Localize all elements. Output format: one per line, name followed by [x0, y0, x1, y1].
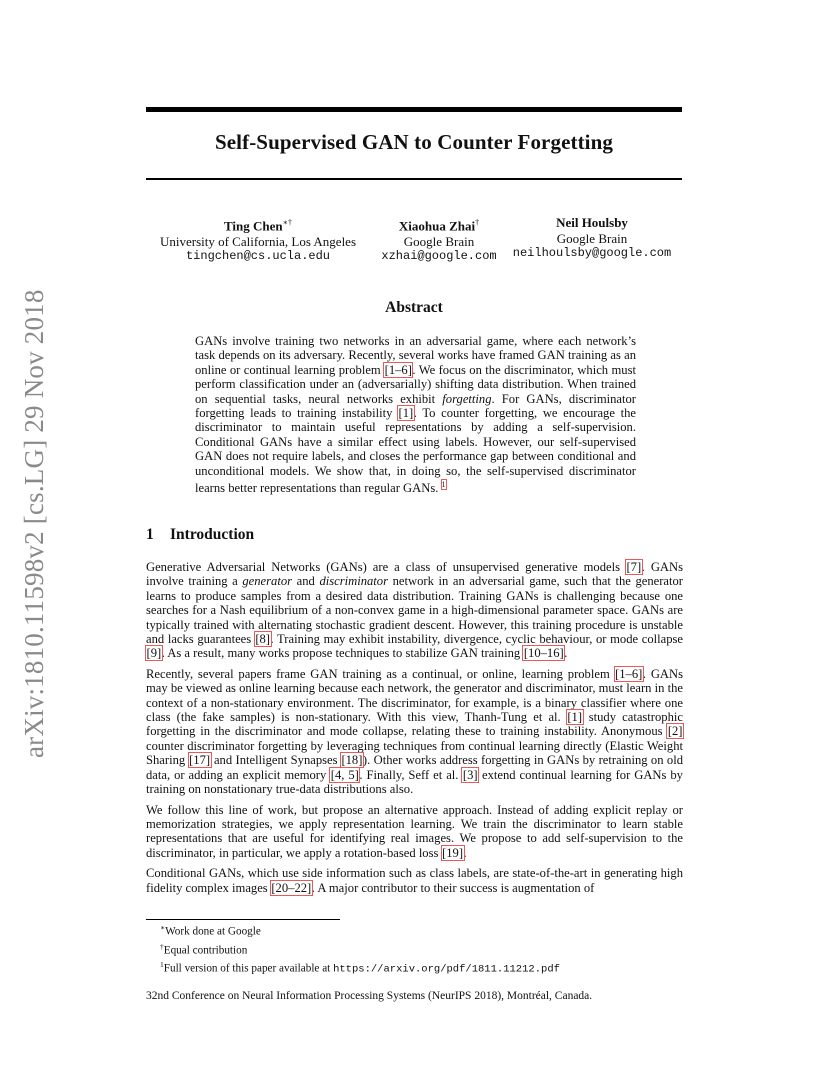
footnote-text: Full version of this paper available at: [163, 962, 334, 975]
text-run: . GANs involve training a: [146, 560, 684, 589]
text-run: extend continual learning for GANs by training on nonstationary true-data distributions also.: [146, 767, 683, 797]
text-run: We follow this line of work, but propose an alternative approach. Instead of adding explicit replay or memorization strategies, we apply representation learning. We train the discriminator to learn stable representations that are useful for identifying real images. We propose to add self-supervision to the discriminator, in particular, we apply a rotation-based loss: [146, 802, 683, 860]
text-run: and: [292, 574, 320, 589]
text-run: . Finally, Seff et al.: [359, 767, 463, 782]
citation-link[interactable]: [19]: [442, 845, 464, 860]
text-run: . A major contributor to their success is augmentation of: [311, 880, 595, 895]
text-run: ). Other works address forgetting in GANs by retraining on old data, or adding an explicit memory: [146, 753, 684, 782]
emphasis: forgetting: [442, 391, 492, 406]
text-run: Recently, several papers frame GAN training as a continual, or online, learning problem: [146, 666, 615, 681]
author-1: [158, 215, 358, 265]
citation-link[interactable]: [8]: [255, 632, 270, 647]
title-rule: [146, 178, 682, 180]
text-run: network in an adversarial game, such that the generator learns to produce samples from a desired data distribution. Training GANs is challenging because one searches for a Nash equilibrium of a non-convex game in a high-dimensional parameter space. GANs are typically trained with alternating stochastic gradient descent. However, this training procedure is unstable and lacks guarantees: [146, 574, 683, 647]
citation-link[interactable]: [20–22]: [271, 880, 312, 895]
section-number: 1: [146, 526, 154, 543]
body-text: [146, 560, 683, 901]
abstract-heading: Abstract: [385, 299, 443, 316]
author-2: [374, 215, 504, 265]
footnotes: [160, 921, 560, 978]
author-3: [512, 215, 672, 262]
citation-link[interactable]: [17]: [189, 753, 211, 768]
paper-title: Self-Supervised GAN to Counter Forgetting: [214, 130, 613, 154]
footnote-text: Equal contribution: [163, 944, 248, 957]
section-heading: [146, 526, 254, 544]
text-run: .: [564, 646, 568, 661]
citation-link[interactable]: [1–6]: [615, 666, 643, 681]
author-marks: †: [475, 218, 480, 227]
citation-link[interactable]: [7]: [626, 560, 642, 574]
emphasis: discriminator: [319, 574, 389, 589]
text-run: Generative Adversarial Networks (GANs) are a class of unsupervised generative models: [146, 560, 626, 574]
paragraph: [146, 803, 683, 861]
text-run: counter discriminator forgetting by leveraging techniques from continual learning directly (Elastic Weight Sharing: [146, 738, 683, 768]
text-run: . We focus on the discriminator, which must perform classification under an (adversarially) shifting data distribution. When trained on sequential tasks, neural networks exhibit: [195, 362, 636, 406]
footnote: [160, 921, 560, 940]
citation-link[interactable]: [1–6]: [384, 362, 412, 377]
citation-link[interactable]: [2]: [667, 724, 683, 739]
text-run: study catastrophic forgetting in the discriminator and mode collapse, relating these to training instability. Anonymous: [146, 710, 683, 739]
author-affiliation: Google Brain: [556, 230, 628, 246]
citation-link[interactable]: [18]: [341, 753, 363, 768]
paragraph: [146, 866, 683, 895]
author-affiliation: University of California, Los Angeles: [159, 233, 357, 249]
top-rule: [146, 107, 682, 112]
author-affiliation: Google Brain: [403, 233, 475, 249]
section-title: Introduction: [170, 526, 255, 543]
emphasis: generator: [242, 574, 293, 589]
abstract-text: [195, 334, 636, 496]
text-run: .: [463, 845, 467, 860]
text-run: Conditional GANs, which use side information such as class labels, are state-of-the-art in generating high fidelity complex images: [146, 866, 683, 895]
text-run: . To counter forgetting, we encourage the discriminator to maintain useful representations by adding a self-supervision. Conditional GANs have a similar effect using labels. However, our self-supervised GAN does not require labels, and closes the performance gap between conditional and unconditional models. We show that, in doing so, the self-supervised discriminator learns better representations than regular GANs.: [195, 406, 636, 496]
author-block: [146, 215, 682, 265]
footnote-rule: [146, 919, 340, 920]
citation-link[interactable]: [10–16]: [523, 646, 564, 661]
footnote-mark: ∗: [160, 923, 166, 932]
text-run: . For GANs, discriminator forgetting leads to training instability: [195, 391, 636, 421]
citation-link[interactable]: [4, 5]: [330, 767, 359, 782]
author-name: Ting Chen: [223, 218, 283, 234]
author-marks: ∗†: [282, 218, 293, 227]
paragraph: [146, 560, 683, 661]
footnote-text: Work done at Google: [165, 925, 261, 938]
footnote-mark: 1: [160, 960, 164, 970]
author-email[interactable]: tingchen@cs.ucla.edu: [185, 249, 331, 264]
author-name: Xiaohua Zhai: [398, 218, 476, 234]
text-run: . Training may exhibit instability, divergence, cyclic behaviour, or mode collapse: [270, 632, 683, 647]
footnote-mark: †: [160, 941, 164, 951]
text-run: and Intelligent Synapses: [210, 753, 341, 768]
author-name: Neil Houlsby: [556, 215, 628, 230]
citation-link[interactable]: [1]: [567, 710, 583, 725]
conference-footer: 32nd Conference on Neural Information Processing Systems (NeurIPS 2018), Montréal, Canada.: [146, 990, 593, 1002]
footnote-url[interactable]: https://arxiv.org/pdf/1811.11212.pdf: [333, 963, 560, 976]
arxiv-stamp: arXiv:1810.11598v2 [cs.LG] 29 Nov 2018: [19, 289, 49, 758]
footnote-link[interactable]: 1: [441, 480, 446, 490]
author-email[interactable]: xzhai@google.com: [381, 249, 497, 264]
footnote: [160, 940, 560, 959]
citation-link[interactable]: [1]: [398, 406, 414, 421]
citation-link[interactable]: [3]: [462, 767, 478, 782]
paragraph: [146, 667, 683, 797]
text-run: GANs involve training two networks in an adversarial game, where each network’s task depends on its adversary. Recently, several works have framed GAN training as an online or continual learning problem: [195, 334, 636, 377]
citation-link[interactable]: [9]: [146, 646, 162, 661]
footnote: [160, 958, 560, 978]
text-run: . GANs may be viewed as online learning because each network, the generator and discriminator, must learn in the context of a non-stationary environment. The discriminator, for example, is a binary classifier where one class (the fake samples) is non-stationary. With this view, Thanh-Tung et al.: [146, 666, 683, 725]
author-email[interactable]: neilhoulsby@google.com: [512, 246, 672, 260]
text-run: . As a result, many works propose techniques to stabilize GAN training: [161, 646, 524, 661]
